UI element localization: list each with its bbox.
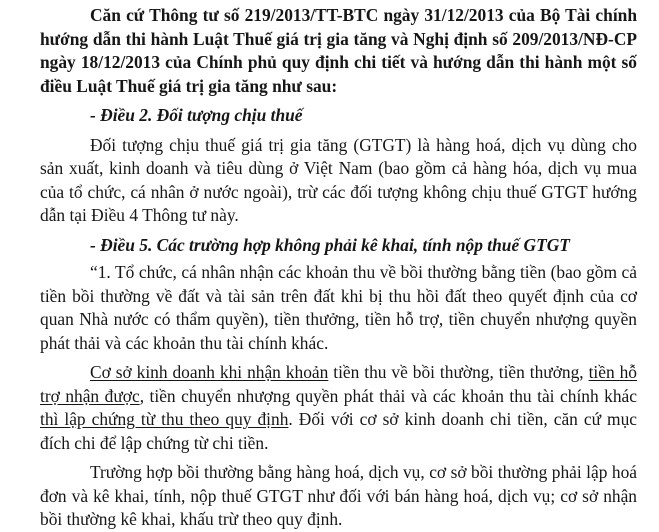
heading-dieu-2: - Điều 2. Đối tượng chịu thuế (90, 105, 303, 125)
paragraph-doi-tuong-chiu-thue: Đối tượng chịu thuế giá trị gia tăng (GTGT) là hàng hoá, dịch vụ dùng cho sản xuất, kinh doanh và tiêu dùng ở Việt Nam (bao gồm cả hàng hóa, dịch vụ mua của tổ chức, cá nhân ở nước ngoài), trừ các đối tượng không chịu thuế GTGT hướng dẫn tại Điều 4 Thông tư này. (40, 134, 637, 225)
intro-paragraph: Căn cứ Thông tư số 219/2013/TT-BTC ngày 31/12/2013 của Bộ Tài chính hướng dẫn thi hành Luật Thuế giá trị gia tăng và Nghị định số 209/2013/NĐ-CP ngày 18/12/2013 của Chính phủ quy định chi tiết và hướng dẫn thi hành một số điều Luật Thuế giá trị gia tăng như sau: (40, 5, 637, 96)
paragraph-boi-thuong-hang-hoa: Trường hợp bồi thường bằng hàng hoá, dịch vụ, cơ sở bồi thường phải lập hoá đơn và kê khai, tính, nộp thuế GTGT như đối với bán hàng hoá, dịch vụ; cơ sở nhận bồi thường kê khai, khấu trừ theo quy định. (40, 462, 637, 529)
text-run-2: , tiền chuyển nhượng quyền phát thải và các khoản thu tài chính khác (139, 385, 637, 406)
underlined-phrase-2: tiền hỗ trợ nhận được (40, 362, 637, 406)
text-run-3: . Đối với cơ sở kinh doanh chi tiền, căn cứ mục đích chi để lập chứng từ chi tiền. (40, 409, 637, 453)
underlined-phrase-3: thì lập chứng từ thu theo quy định (40, 409, 289, 429)
paragraph-co-so-kinh-doanh (40, 361, 637, 455)
underlined-phrase-1: Cơ sở kinh doanh khi nhận khoản (90, 362, 329, 382)
text-run-1: tiền thu về bồi thường, tiền thưởng, (328, 362, 589, 382)
paragraph-khoan-1: “1. Tổ chức, cá nhân nhận các khoản thu về bồi thường bằng tiền (bao gồm cả tiền bồi thường về đất và tài sản trên đất khi bị thu hồi đất theo quyết định của cơ quan Nhà nước có thẩm quyền), tiền thưởng, tiền hỗ trợ, tiền chuyển nhượng quyền phát thải và các khoản thu tài chính khác. (40, 262, 637, 353)
heading-dieu-5: - Điều 5. Các trường hợp không phải kê khai, tính nộp thuế GTGT (90, 234, 570, 255)
